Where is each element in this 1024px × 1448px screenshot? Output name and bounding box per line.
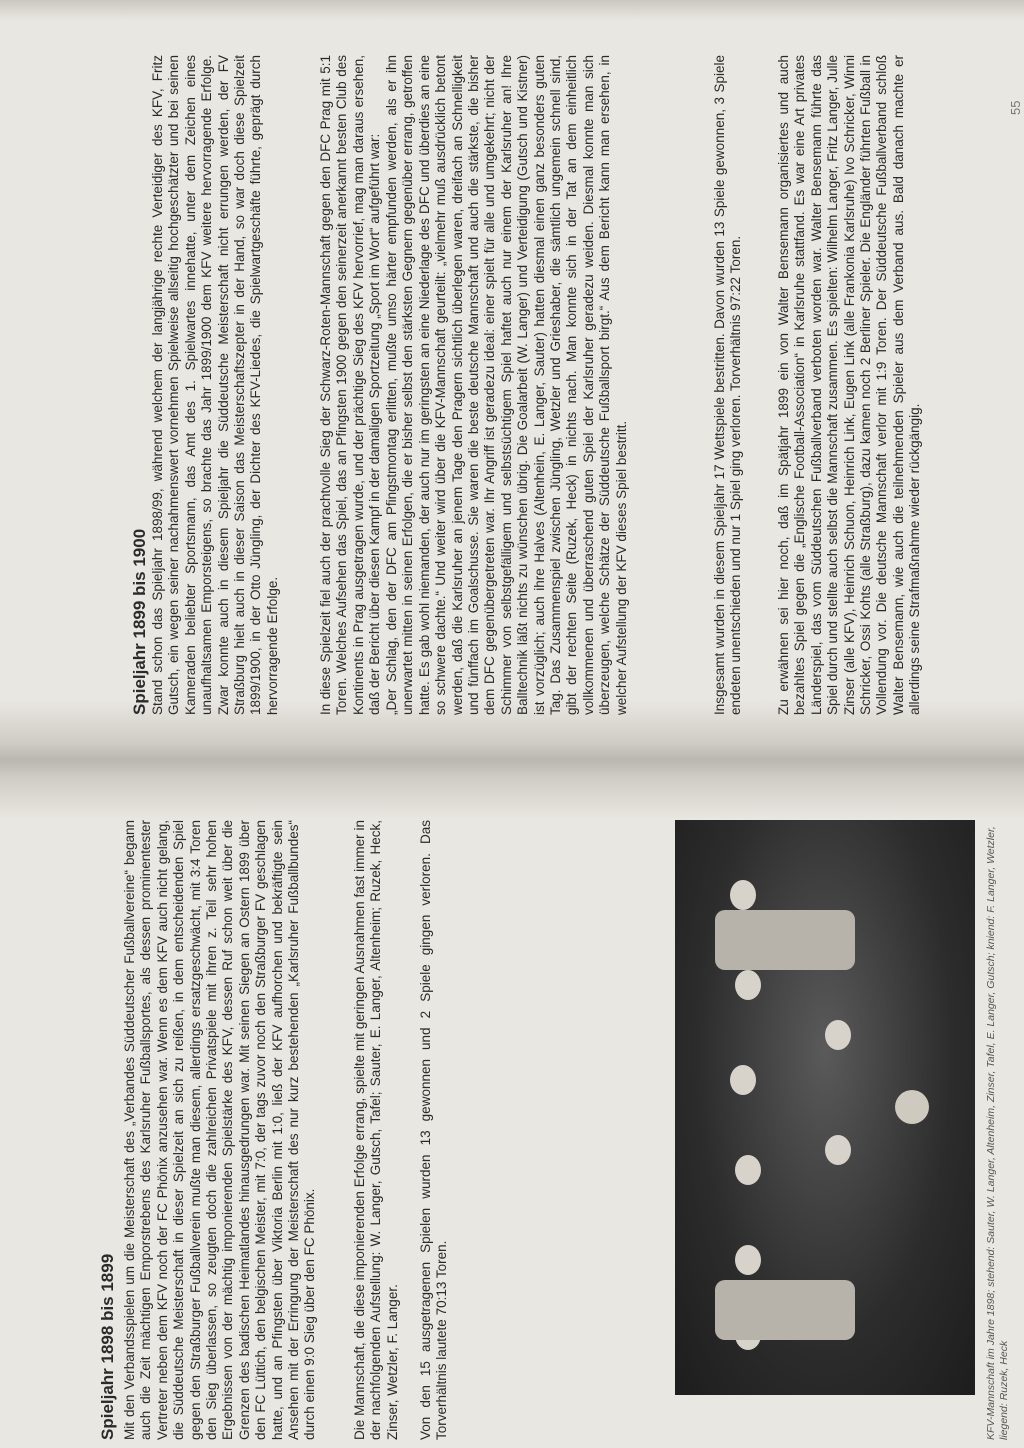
- right-paragraph-5: Zu erwähnen sei hier noch, daß im Spätjahr 1899 ein von Walter Bensemann organisiertes und auch bezahltes Spiel gegen die „Englische Football-Association“ in Karlsruhe stattfand. Es war eine Art privates Länderspiel, das vom Süddeutschen Fußballverband verboten worden war. Walter Bensemann führte das Spiel durch und stellte auch selbst die Mannschaft zusammen. Es spielten: Wilhelm Langer, Fritz Langer, Julle Zinser (alle KFV), Heinrich Schuon, Heinrich Link, Eugen Link (alle Frankonia Karlsruhe) Ivo Schricker, Winni Schricker, Ossi Kohts (alle Straßburg), dazu kamen noch 2 Berliner Spieler. Die Engländer führten Fußball in Vollendung vor. Die deutsche Mannschaft verlor mit 1:9 Toren. Der Süddeutsche Fußballverband schloß Walter Bensemann, wie auch die teilnehmenden Spieler aus dem Verband aus. Bald danach machte er allerdings seine Strafmaßnahme wieder rückgängig.: [776, 55, 923, 715]
- football: [895, 1090, 929, 1124]
- left-heading: Spieljahr 1898 bis 1899: [98, 1253, 117, 1440]
- book-gutter: [0, 700, 1024, 820]
- left-paragraph-3: Von den 15 ausgetragenen Spielen wurden 13 gewonnen und 2 Spiele gingen verloren. Das Torverhältnis lautete 70:13 Toren.: [418, 820, 450, 1440]
- page-number: 55: [1008, 100, 1023, 115]
- left-paragraph-2: Die Mannschaft, die diese imponierenden Erfolge errang, spielte mit geringen Ausnahmen fast immer in der nachfolgenden Aufstellung: W. Langer, Gutsch, Tafel; Sauter, E. Langer, Altenheim; Ruzek, Heck, Zinser, Wetzler, F. Langer.: [352, 820, 400, 1440]
- left-paragraph-1: Mit den Verbandsspielen um die Meisterschaft des „Verbandes Süddeutscher Fußballvereine“ begann auch die Zeit mächtigen Emporstrebens des Karlsruher Fußballsportes, als dessen prominentester Vertreter neben dem KFV noch der FC Phönix anzusehen war. Wenn es dem KFV auch nicht gelang, die Süddeutsche Meisterschaft in dieser Spielzeit an sich zu reißen, in dem entscheidenden Spiel gegen den Straßburger Fußballverein mußte man diesem, allerdings ersatzgeschwächt, mit 3:4 Toren den Sieg überlassen, so zeugten doch die zahlreichen Privatspiele mit ihren z. Teil sehr hohen Ergebnissen von der mächtig imponierenden Spielstärke des KFV, dessen Ruf schon weit über die Grenzen des badischen Heimatlandes hinausgedrungen war. Mit seinen Siegen an Ostern 1899 über den FC Lüttich, den belgischen Meister, mit 7:0, der tags zuvor noch den Straßburger FV geschlagen hatte, und an Pfingsten über Viktoria Berlin mit 1:0, ließ der KFV aufhorchen und bekräftigte sein Ansehen mit der Erringung der Meisterschaft des nur kurz bestehenden „Karlsruher Fußballbundes“ durch einen 9:0 Sieg über den FC Phönix.: [122, 820, 318, 1440]
- right-heading: Spieljahr 1899 bis 1900: [130, 528, 149, 715]
- right-paragraph-1: Stand schon das Spieljahr 1898/99, während welchem der langjährige rechte Verteidiger des KFV, Fritz Gutsch, ein wegen seiner nachahmenswert vornehmen Spielweise allseitig hochgeschätzter und bei seinen Kameraden beliebter Sportsmann, das Amt des 1. Spielwartes innehatte, unter dem Zeichen eines unaufhaltsamen Emporsteigens, so brachte das Jahr 1899/1900 dem KFV weitere hervorragende Erfolge. Zwar konnte auch in diesem Spieljahr die Süddeutsche Meisterschaft nicht errungen werden, der FV Straßburg hielt auch in dieser Saison das Meisterschaftszepter in der Hand, so war doch diese Spielzeit 1899/1900, in der Otto Jüngling, der Dichter des KFV-Liedes, die Spielwartgeschäfte führte, geprägt durch hervorragende Erfolge.: [150, 55, 280, 715]
- photo-caption: KFV-Mannschaft im Jahre 1898; stehend: Sauter, W. Langer, Altenheim, Zinser, Tafel, E. Langer, Gutsch; kniend: F. Langer, Wetzler, liegend: Ruzek, Heck: [985, 826, 1010, 1440]
- right-paragraph-4: Insgesamt wurden in diesem Spieljahr 17 Wettspiele bestritten. Davon wurden 13 Spiele gewonnen, 3 Spiele endeten unentschieden und nur 1 Spiel ging verloren. Torverhältnis 97:22 Toren.: [712, 55, 744, 715]
- player-shirt: [715, 910, 855, 970]
- player-head: [735, 970, 761, 1000]
- player-head: [730, 880, 756, 910]
- player-head: [730, 1065, 756, 1095]
- scan-top-edge: [0, 0, 1024, 20]
- right-paragraph-3: „Der Schlag, den der DFC am Pfingstmontag erlitten, mußte umso härter empfunden werden, als er ihn unerwartet mitten in seinen Erfolgen, die er bisher selbst den stärksten Gegnern gegenüber errang, getroffen hatte. Es gab wohl niemanden, der auch nur im geringsten an eine Niederlage des DFC und überdies an eine so schwere dachte.“ Und weiter wird über die KFV-Mannschaft geurteilt: „vielmehr muß ausdrücklich betont werden, daß die Karlsruher an jenem Tage den Pragern sichtlich überlegen waren, dreifach an Schnelligkeit und fünffach im Goalschusse. Sie waren die beste deutsche Mannschaft und auch die stärkste, die bisher dem DFC gegenübergetreten war. Ihr Angriff ist geradezu ideal: einer spielt für alle und umgekehrt; nicht der Schimmer von selbstgefälligem und selbstsüchtigem Spiel haftet auch nur einem der Karlsruher an! Ihre Balltechnik läßt nichts zu wünschen übrig. Die Goalarbeit (W. Langer) und Verteidigung (Gutsch und Kistner) ist vorzüglich; auch ihre Halves (Altenhein, E. Langer, Sauter) hatten diesmal einen ganz besonders guten Tag. Das Zusammenspiel zwischen Jüngling, Wetzler und Grieshaber, die sämtlich ungemein schnell sind, gibt der rechten Seite (Ruzek, Heck) in nichts nach. Man konnte sich in der Tat an dem einheitlich vollkommenen und überraschend guten Spiel der Karlsruher geradezu weiden. Diesmal konnte man sich überzeugen, welche Schätze der Süddeutsche Fußballsport birgt.“ Aus dem Bericht kann man ersehen, in welcher Aufstellung der KFV dieses Spiel bestritt.: [384, 55, 629, 715]
- right-paragraph-2: In diese Spielzeit fiel auch der prachtvolle Sieg der Schwarz-Roten-Mannschaft gegen den DFC Prag mit 5:1 Toren. Welches Aufsehen das Spiel, das an Pfingsten 1900 gegen den seinerzeit anerkannt besten Club des Kontinents in Prag ausgetragen wurde, und der prächtige Sieg des KFV hervorrief, mag man daraus ersehen, daß der Bericht über diesen Kampf in der damaligen Sportzeitung „Sport im Wort“ aufgeführt war:: [318, 55, 383, 715]
- player-head: [825, 1135, 851, 1165]
- left-text-block: [122, 820, 451, 1440]
- player-head: [735, 1155, 761, 1185]
- player-shirt: [715, 1280, 855, 1340]
- right-text-block: [150, 55, 924, 715]
- player-head: [735, 1245, 761, 1275]
- team-photo: [675, 820, 975, 1395]
- player-head: [825, 1020, 851, 1050]
